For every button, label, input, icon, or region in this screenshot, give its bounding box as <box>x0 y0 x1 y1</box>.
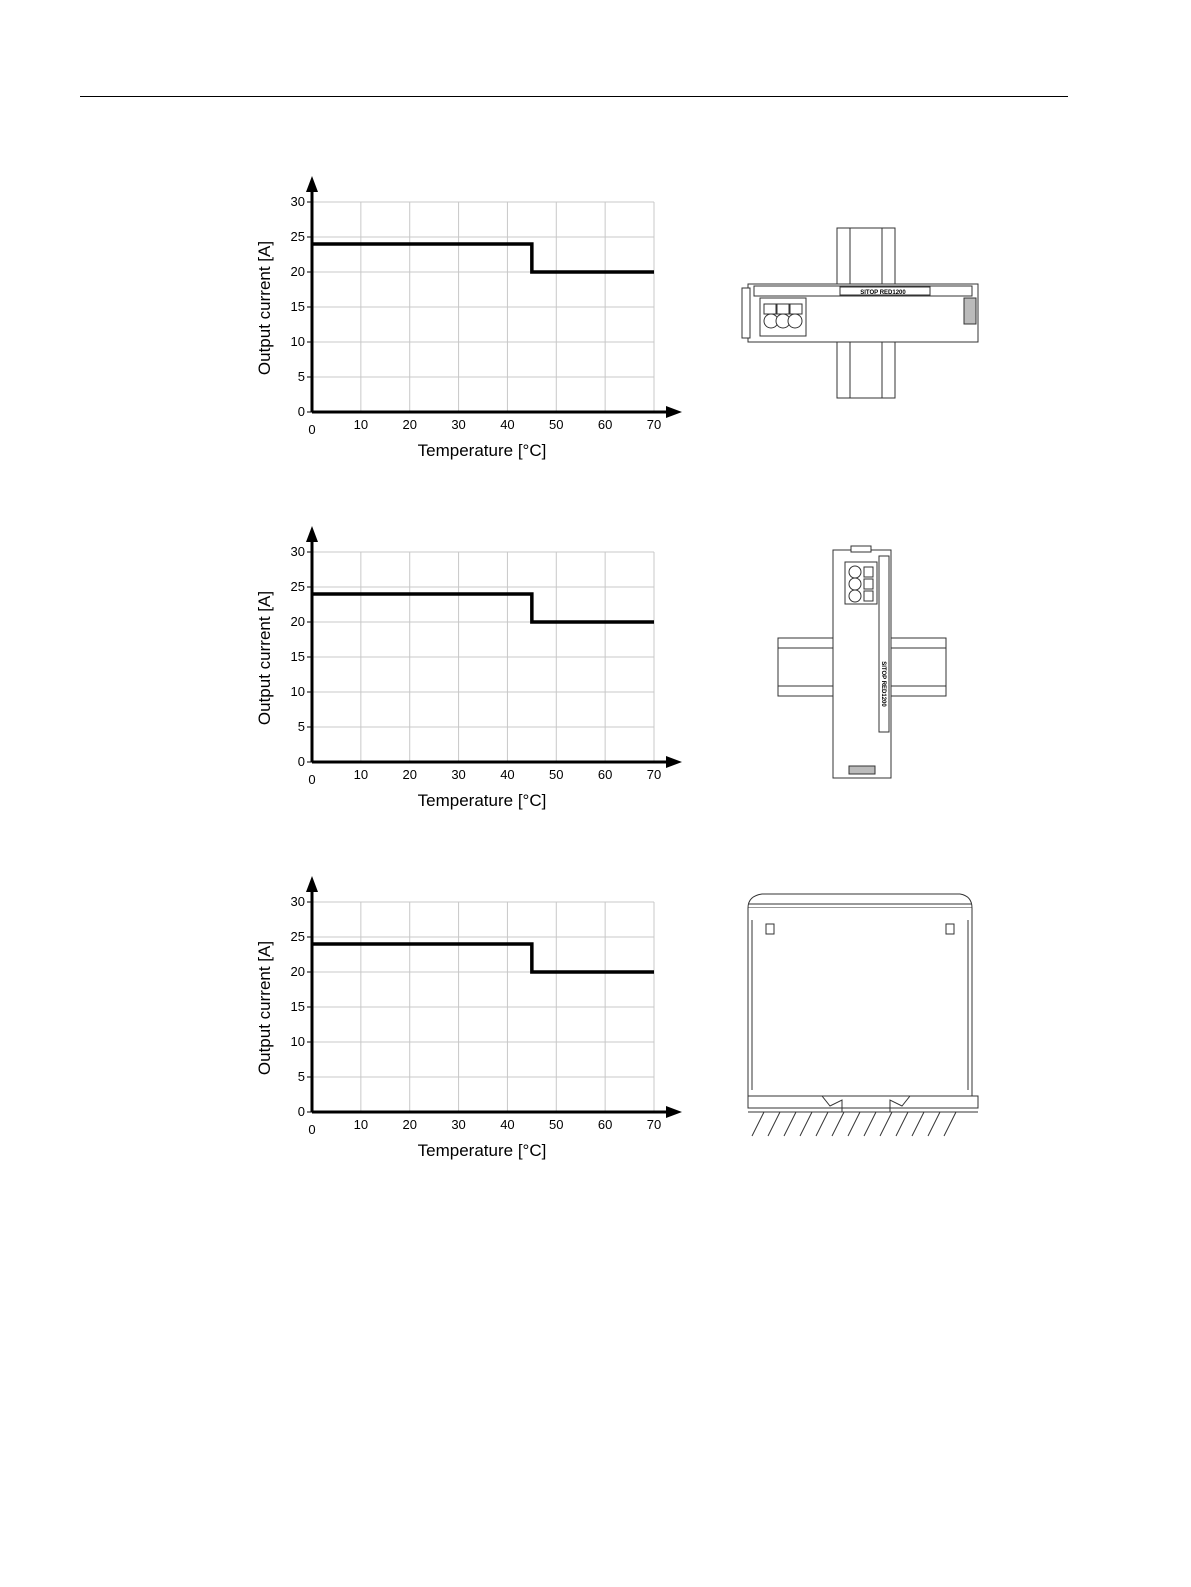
derating-chart-svg <box>240 168 700 468</box>
y-tick-label: 10 <box>290 1034 305 1049</box>
derating-chart-1 <box>240 168 700 468</box>
y-tick-label: 10 <box>290 334 305 349</box>
x-tick-label: 60 <box>597 417 613 432</box>
x-axis-arrow <box>666 406 682 418</box>
y-tick-label: 5 <box>297 1069 305 1084</box>
x-tick-label: 70 <box>646 417 662 432</box>
x-tick-label: 60 <box>597 767 613 782</box>
x-axis-title: Temperature [°C] <box>417 791 547 810</box>
x-tick-label: 10 <box>353 417 369 432</box>
y-tick-label: 30 <box>290 544 305 559</box>
derating-chart-svg <box>240 868 700 1168</box>
derating-curve <box>312 944 654 972</box>
x-tick-label: 30 <box>451 417 466 432</box>
y-tick-label: 15 <box>290 999 305 1014</box>
device-vertical-mounting <box>775 544 950 784</box>
y-tick-label: 15 <box>290 299 305 314</box>
x-tick-label: 20 <box>402 1117 417 1132</box>
x-tick-label: 20 <box>402 417 417 432</box>
header-rule <box>80 96 1068 97</box>
x-tick-label: 70 <box>646 767 662 782</box>
x-tick-label: 20 <box>402 767 417 782</box>
device-side-view <box>742 890 982 1140</box>
x-tick-label: 0 <box>308 1122 316 1137</box>
y-tick-label: 10 <box>290 684 305 699</box>
x-tick-label: 30 <box>451 767 466 782</box>
derating-chart-3 <box>240 868 700 1168</box>
x-tick-label: 10 <box>353 1117 369 1132</box>
x-tick-label: 40 <box>500 767 515 782</box>
y-axis-arrow <box>306 176 318 192</box>
x-axis-arrow <box>666 756 682 768</box>
device-horizontal-mounting <box>740 226 985 402</box>
device-top-cover <box>748 894 972 908</box>
device-label: SITOP RED1200 <box>860 290 906 296</box>
x-tick-label: 0 <box>308 422 316 437</box>
y-tick-label: 0 <box>297 754 305 769</box>
y-tick-label: 5 <box>297 369 305 384</box>
derating-curve <box>312 594 654 622</box>
x-axis-arrow <box>666 1106 682 1118</box>
device-housing <box>748 908 972 1096</box>
x-tick-label: 60 <box>597 1117 613 1132</box>
y-tick-label: 30 <box>290 194 305 209</box>
y-tick-label: 25 <box>290 579 305 594</box>
x-tick-label: 10 <box>353 767 369 782</box>
x-axis-title: Temperature [°C] <box>417 1141 547 1160</box>
y-axis-title: Output current [A] <box>255 590 274 726</box>
y-tick-label: 5 <box>297 719 305 734</box>
y-axis-arrow <box>306 526 318 542</box>
x-tick-label: 0 <box>308 772 316 787</box>
y-tick-label: 25 <box>290 929 305 944</box>
x-tick-label: 50 <box>549 767 564 782</box>
y-tick-label: 30 <box>290 894 305 909</box>
x-tick-label: 40 <box>500 1117 515 1132</box>
x-tick-label: 50 <box>549 1117 564 1132</box>
derating-chart-svg <box>240 518 700 818</box>
y-axis-arrow <box>306 876 318 892</box>
y-tick-label: 0 <box>297 404 305 419</box>
y-axis-title: Output current [A] <box>255 240 274 376</box>
x-tick-label: 40 <box>500 417 515 432</box>
x-tick-label: 30 <box>451 1117 466 1132</box>
derating-curve <box>312 244 654 272</box>
x-tick-label: 50 <box>549 417 564 432</box>
y-tick-label: 20 <box>290 264 305 279</box>
x-axis-title: Temperature [°C] <box>417 441 547 460</box>
y-tick-label: 15 <box>290 649 305 664</box>
y-tick-label: 20 <box>290 614 305 629</box>
y-tick-label: 0 <box>297 1104 305 1119</box>
x-tick-label: 70 <box>646 1117 662 1132</box>
y-tick-label: 25 <box>290 229 305 244</box>
surface-hatching <box>752 1112 956 1136</box>
y-tick-label: 20 <box>290 964 305 979</box>
y-axis-title: Output current [A] <box>255 940 274 1076</box>
device-label: SITOP RED1200 <box>880 661 886 707</box>
derating-chart-2 <box>240 518 700 818</box>
